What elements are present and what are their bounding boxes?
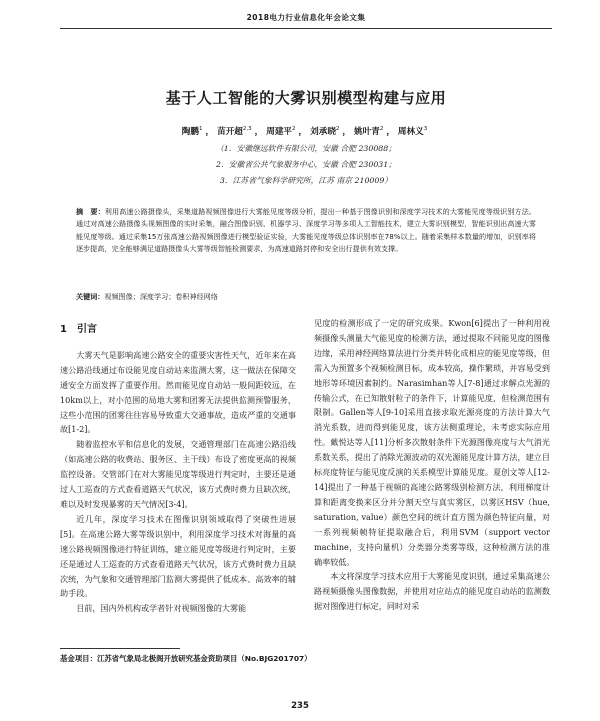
affiliation-3: 3．江苏省气象科学研究所，江苏 南京 210009） <box>219 176 393 185</box>
page-number: 235 <box>291 701 309 711</box>
section-number: 1 <box>60 324 67 335</box>
author-affiliation-mark: 2 <box>335 126 340 133</box>
author-affiliation-mark: 2,3 <box>242 126 252 133</box>
funding-note: 基金项目：江苏省气象局北极阁开放研究基金资助项目（No.BJG201707） <box>60 654 312 663</box>
right-column <box>314 316 550 614</box>
body-paragraph: 随着监控水平和信息化的发展，交通管理部门在高速公路沿线（如高速公路的收费站、服务区、主干线）布设了密度更高的视频监控设备。交管部门在对大雾能见度等级进行判定时，主要还是通过人工巡查的方式查看道路天气状况，该方式费时费力且缺次统，难以及时发现暴雾的天气情况[3-4]。 <box>60 439 296 509</box>
section-title: 引言 <box>76 324 97 335</box>
body-paragraph: 见度的检测形成了一定的研究成果。Kwon[6]提出了一种利用视频摄像头测量大气能见度的检测方法，通过提取不同能见度的图像边缘，采用神经网络算法进行分类并转化成相应的能见度等级，但需入为预置多个视频检测目标，成本较高，操作繁琐，并容易受到地形等环境因素制约。Narasimhan等人[7-8]通过求解点光源的传输公式，在已知散射粒子的条件下，计算能见度，但检测范围有限制。Gallen等人[9-10]采用直接求取光源亮度的方法计算大气消光系数，进而得到能见度，该方法侧重理论，未考虑实际应用性。戴悦达等人[11]分析多次散射条件下光源图像亮度与大气消光系数关系，提出了消除光源波动的双光源能见度计算方法，建立目标亮度特征与能见度反演的关系模型计算能见度。夏创文等人[12-14]提出了一种基于视频的高速公路雾级别检测方法，利用梯度计算和距离变换来区分并分割天空与真实雾区，以雾区HSV（hue, saturation, value）颜色空间的统计直方图为颜色特征向量，对一系列视频帧特征提取融合后，利用SVM（support vector machine，支持向量机）分类器分类雾等级，这种检测方法的准确率较低。 <box>314 318 550 567</box>
affiliation-1: （1．安徽继远软件有限公司，安徽 合肥 230088； <box>215 144 397 153</box>
body-paragraph: 大雾天气是影响高速公路安全的重要灾害性天气，近年来在高速公路沿线通过布设能见度自动站来监测大雾，这一做法在保障交通安全方面发挥了重要作用。然而能见度自动站一般间距较远，在10km以上，对小范围的局地大雾和团雾无法提供监测预警服务，这些小范围的团雾往往容易导致重大交通事故，造成严重的交通事故[1-2]。 <box>60 349 296 435</box>
author-affiliation-mark: 2 <box>292 126 296 133</box>
abstract-text: 利用高速公路摄像头，采集道路视频图像进行大雾能见度等级分析，提出一种基于图像识别和深度学习技术的大雾能见度等级识别方法。通过对高速公路摄像头视频图像的实时采集，融合图像识别、机器学习、深度学习等多项人工智能技术，建立大雾识别模型，智能识别出高速大雾能见度等级。通过采集15万张高速公路视频图像进行模型验证实验，大雾能见度等级总体识别率在78%以上。随着采集样本数量的增加，识别率将逐步提高，完全能够满足道路摄像头大雾等级智能检测要求，为高速道路封停和安全出行提供有效支撑。 <box>76 207 537 253</box>
author-name: 周建平 <box>266 127 293 137</box>
author-name: 苗开超 <box>217 127 243 137</box>
footnote-rule <box>60 648 180 649</box>
keywords-text: 视频图像；深度学习；卷积神经网络 <box>104 292 218 301</box>
author-name: 陶鹏 <box>181 127 199 137</box>
running-header: 2018电力行业信息化年会论文集 <box>246 13 366 22</box>
body-paragraph: 目前，国内外机构或学者针对视频图像的大雾能 <box>76 603 247 614</box>
abstract-label: 摘 要： <box>76 207 105 216</box>
keywords-label: 关键词： <box>76 292 105 301</box>
abstract <box>76 206 536 255</box>
body-paragraph: 本文将深度学习技术应用于大雾能见度识别，通过采集高速公路视频摄像头图像数据，并使用对应站点的能见度自动站的监测数据对图像进行标定，同时对采 <box>314 571 550 612</box>
body-paragraph: 近几年，深度学习技术在图像识别领域取得了突破性进展[5]。在高速公路大雾等级识别中，利用深度学习技术对海量的高速公路视频图像进行特征训练，建立能见度等级进行判定时，主要还是通过人工巡查的方式查看道路天气状况，该方式费时费力且缺次统，为气象和交通管理部门监测大雾提供了低成本、高效率的辅助手段。 <box>60 513 296 599</box>
header-rule <box>60 28 552 29</box>
author-affiliation-mark: 3 <box>423 126 428 133</box>
affiliation-2: 2．安徽省公共气象服务中心，安徽 合肥 230031； <box>215 160 397 169</box>
left-column <box>60 318 296 616</box>
author-name: 姚叶青 <box>354 127 380 137</box>
author-affiliation-mark: 2 <box>379 126 384 133</box>
author-affiliation-mark: 1 <box>199 126 203 133</box>
author-name: 刘承晓 <box>310 127 336 137</box>
keywords <box>76 292 536 302</box>
author-name: 周林义 <box>397 127 424 137</box>
section-heading <box>60 323 296 338</box>
author-list: 陶鹏$^1$ ， 苗开超$^{2,3}$ ， 周建平$^2$ ， 刘承晓$^2$ ， 姚叶青$^2$ ， 周林义$^3$ <box>181 126 428 137</box>
paper-title: 基于人工智能的大雾识别模型构建与应用 <box>165 89 447 107</box>
